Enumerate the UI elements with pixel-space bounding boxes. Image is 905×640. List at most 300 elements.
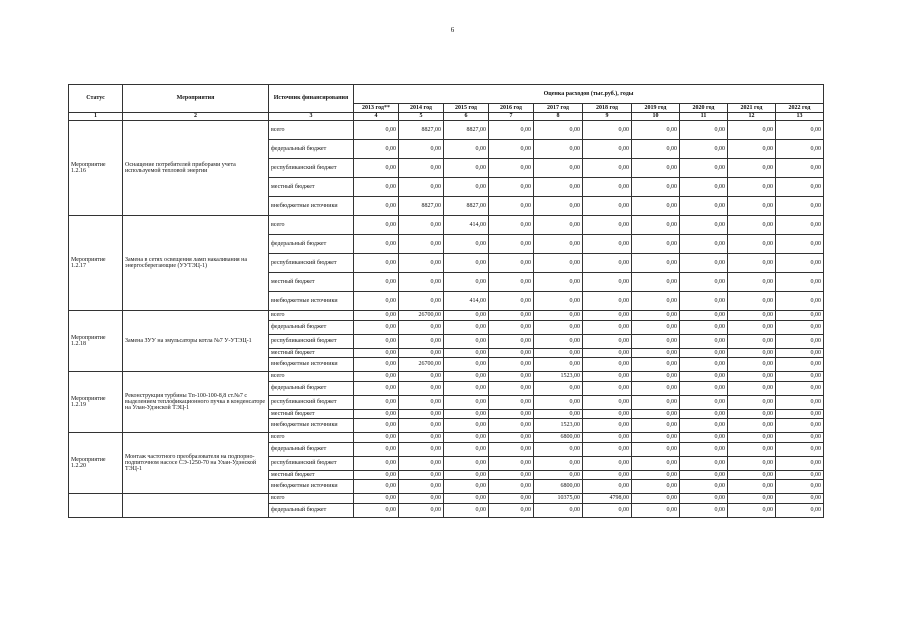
cost-cell: 0,00 [444,159,489,178]
cost-cell: 0,00 [444,140,489,159]
cost-cell: 414,00 [444,216,489,235]
cost-cell: 0,00 [776,480,824,494]
cost-cell: 0,00 [399,381,444,395]
cost-cell: 0,00 [583,235,632,254]
column-numbers-row [69,113,824,121]
column-number: 10 [632,113,680,121]
cost-cell: 0,00 [399,320,444,334]
cost-cell: 0,00 [354,395,399,409]
cost-cell: 0,00 [534,395,583,409]
cost-cell: 0,00 [534,348,583,358]
cost-cell: 0,00 [489,273,534,292]
row-event: Монтаж частотного преобразователя на подпорно-подпиточном насосе СЭ-1250-70 на Улан-Удэнской ТЭЦ-1 [123,433,269,494]
cost-cell: 0,00 [680,409,728,419]
cost-cell: 0,00 [632,470,680,480]
cost-cell: 0,00 [354,409,399,419]
cost-cell: 0,00 [680,159,728,178]
cost-cell: 0,00 [776,235,824,254]
table-header [69,85,824,121]
cost-cell: 0,00 [776,395,824,409]
cost-cell: 0,00 [632,273,680,292]
cost-cell: 0,00 [583,159,632,178]
row-source: внебюджетные источники [269,197,354,216]
cost-cell: 0,00 [680,140,728,159]
cost-cell: 0,00 [776,140,824,159]
cost-cell: 0,00 [354,480,399,494]
cost-cell: 0,00 [444,254,489,273]
cost-cell: 0,00 [354,320,399,334]
cost-cell: 0,00 [680,197,728,216]
cost-cell: 0,00 [354,159,399,178]
cost-cell: 0,00 [534,470,583,480]
cost-cell: 0,00 [776,456,824,470]
cost-cell: 0,00 [583,470,632,480]
cost-cell: 0,00 [583,395,632,409]
table-body [69,121,824,518]
cost-cell: 0,00 [489,159,534,178]
header-year: 2013 год** [354,104,399,113]
cost-cell: 0,00 [680,348,728,358]
cost-cell: 0,00 [399,470,444,480]
cost-cell: 0,00 [680,442,728,456]
cost-cell: 0,00 [728,409,776,419]
header-year: 2021 год [728,104,776,113]
cost-cell: 0,00 [444,409,489,419]
cost-cell: 0,00 [583,292,632,311]
cost-cell: 0,00 [776,121,824,140]
cost-cell: 0,00 [583,197,632,216]
cost-cell: 0,00 [489,456,534,470]
cost-cell: 0,00 [534,334,583,348]
page-number: 6 [450,26,455,34]
cost-cell: 0,00 [680,235,728,254]
row-source: местный бюджет [269,273,354,292]
cost-cell: 0,00 [583,372,632,382]
cost-cell: 0,00 [776,503,824,517]
column-number: 13 [776,113,824,121]
column-number: 5 [399,113,444,121]
cost-cell: 0,00 [444,442,489,456]
row-source: всего [269,433,354,443]
table-row [69,311,824,321]
cost-cell: 0,00 [776,320,824,334]
cost-cell: 0,00 [534,235,583,254]
cost-cell: 0,00 [728,503,776,517]
cost-cell: 0,00 [680,503,728,517]
column-number: 9 [583,113,632,121]
cost-cell: 0,00 [680,334,728,348]
cost-cell: 0,00 [444,480,489,494]
table-row [69,216,824,235]
cost-cell: 0,00 [534,381,583,395]
cost-cell: 0,00 [354,372,399,382]
cost-cell: 0,00 [728,121,776,140]
cost-cell: 0,00 [354,254,399,273]
cost-cell: 0,00 [399,334,444,348]
cost-cell: 0,00 [632,442,680,456]
cost-cell: 0,00 [728,372,776,382]
cost-cell: 0,00 [489,334,534,348]
cost-cell: 0,00 [354,433,399,443]
cost-cell: 0,00 [680,320,728,334]
cost-cell: 0,00 [583,311,632,321]
cost-cell: 0,00 [354,494,399,504]
cost-cell: 0,00 [354,292,399,311]
cost-cell: 4798,00 [583,494,632,504]
header-year: 2020 год [680,104,728,113]
row-event: Реконструкция турбины Тп-100-100-8,8 ст.№7 с выделением теплофикационного пучка в конденсаторе на Улан-Удэнской ТЭЦ-1 [123,372,269,433]
cost-cell: 0,00 [534,216,583,235]
cost-cell: 0,00 [534,197,583,216]
cost-cell: 414,00 [444,292,489,311]
cost-cell: 0,00 [354,121,399,140]
row-source: местный бюджет [269,178,354,197]
header-year: 2018 год [583,104,632,113]
cost-cell: 0,00 [632,381,680,395]
cost-cell: 0,00 [728,320,776,334]
cost-cell: 0,00 [583,348,632,358]
row-status [69,494,123,518]
cost-cell: 0,00 [444,503,489,517]
cost-cell: 0,00 [489,320,534,334]
row-status: Мероприятие 1.2.20 [69,433,123,494]
cost-cell: 0,00 [399,503,444,517]
cost-cell: 0,00 [583,273,632,292]
cost-cell: 0,00 [776,419,824,433]
row-source: республиканский бюджет [269,395,354,409]
cost-cell: 0,00 [583,381,632,395]
cost-cell: 10375,00 [534,494,583,504]
cost-cell: 0,00 [534,442,583,456]
cost-cell: 0,00 [399,292,444,311]
row-status: Мероприятие 1.2.17 [69,216,123,311]
cost-cell: 0,00 [489,381,534,395]
cost-cell: 0,00 [680,433,728,443]
cost-cell: 0,00 [728,470,776,480]
row-event: Замена ЗУУ на эмульсаторы котла №7 У-УТЭЦ-1 [123,311,269,372]
cost-cell: 0,00 [583,358,632,372]
cost-cell: 0,00 [354,381,399,395]
cost-cell: 0,00 [728,254,776,273]
cost-cell: 0,00 [489,311,534,321]
cost-cell: 0,00 [728,311,776,321]
cost-cell: 0,00 [444,494,489,504]
cost-cell: 0,00 [534,159,583,178]
cost-cell: 0,00 [776,358,824,372]
cost-cell: 0,00 [399,235,444,254]
cost-cell: 0,00 [632,254,680,273]
cost-cell: 0,00 [632,358,680,372]
cost-cell: 0,00 [399,456,444,470]
cost-cell: 0,00 [728,358,776,372]
row-source: местный бюджет [269,470,354,480]
row-status: Мероприятие 1.2.18 [69,311,123,372]
cost-cell: 0,00 [444,456,489,470]
cost-cell: 0,00 [489,216,534,235]
row-source: внебюджетные источники [269,419,354,433]
row-event [123,494,269,518]
cost-cell: 0,00 [680,121,728,140]
cost-cell: 0,00 [354,348,399,358]
cost-cell: 0,00 [444,470,489,480]
cost-cell: 0,00 [583,254,632,273]
cost-cell: 0,00 [489,433,534,443]
cost-cell: 0,00 [680,273,728,292]
cost-cell: 0,00 [534,178,583,197]
cost-cell: 0,00 [632,311,680,321]
cost-cell: 0,00 [632,216,680,235]
cost-cell: 0,00 [583,480,632,494]
cost-cell: 0,00 [444,419,489,433]
column-number: 3 [269,113,354,121]
cost-cell: 0,00 [583,140,632,159]
cost-cell: 0,00 [632,409,680,419]
cost-cell: 0,00 [399,494,444,504]
cost-cell: 0,00 [728,178,776,197]
cost-cell: 0,00 [776,273,824,292]
cost-cell: 0,00 [489,140,534,159]
cost-cell: 0,00 [583,178,632,197]
cost-cell: 0,00 [444,311,489,321]
cost-cell: 0,00 [583,456,632,470]
cost-cell: 0,00 [399,409,444,419]
cost-cell: 0,00 [534,503,583,517]
cost-cell: 26700,00 [399,358,444,372]
cost-cell: 0,00 [534,273,583,292]
row-source: всего [269,311,354,321]
cost-cell: 0,00 [354,470,399,480]
cost-cell: 0,00 [632,197,680,216]
cost-cell: 0,00 [399,159,444,178]
cost-cell: 0,00 [680,470,728,480]
cost-cell: 0,00 [728,433,776,443]
cost-cell: 0,00 [776,470,824,480]
cost-cell: 0,00 [354,456,399,470]
header-costs: Оценка расходов (тыс.руб.), годы [354,85,824,104]
cost-cell: 0,00 [583,409,632,419]
cost-cell: 0,00 [776,334,824,348]
cost-cell: 0,00 [728,216,776,235]
cost-cell: 0,00 [534,320,583,334]
header-status: Статус [69,85,123,113]
cost-cell: 0,00 [728,494,776,504]
cost-cell: 0,00 [583,320,632,334]
cost-cell: 0,00 [728,381,776,395]
cost-cell: 0,00 [776,159,824,178]
row-source: республиканский бюджет [269,456,354,470]
row-source: федеральный бюджет [269,381,354,395]
column-number: 11 [680,113,728,121]
table-row [69,494,824,504]
cost-cell: 0,00 [680,372,728,382]
cost-cell: 0,00 [444,320,489,334]
cost-cell: 0,00 [632,334,680,348]
row-source: федеральный бюджет [269,140,354,159]
cost-cell: 0,00 [632,235,680,254]
cost-cell: 0,00 [399,419,444,433]
header-year: 2015 год [444,104,489,113]
cost-cell: 0,00 [489,470,534,480]
cost-cell: 0,00 [776,494,824,504]
row-source: федеральный бюджет [269,320,354,334]
cost-cell: 0,00 [489,409,534,419]
cost-cell: 8827,00 [399,197,444,216]
cost-cell: 0,00 [534,456,583,470]
column-number: 7 [489,113,534,121]
cost-cell: 0,00 [776,216,824,235]
row-source: всего [269,121,354,140]
cost-cell: 0,00 [776,178,824,197]
cost-cell: 0,00 [399,140,444,159]
header-event: Мероприятия [123,85,269,113]
cost-cell: 6800,00 [534,433,583,443]
row-source: федеральный бюджет [269,503,354,517]
budget-table [68,84,824,518]
cost-cell: 0,00 [680,178,728,197]
cost-cell: 0,00 [399,273,444,292]
cost-cell: 0,00 [489,442,534,456]
cost-cell: 0,00 [489,121,534,140]
cost-cell: 0,00 [354,358,399,372]
cost-cell: 0,00 [583,121,632,140]
cost-cell: 0,00 [680,480,728,494]
cost-cell: 0,00 [728,197,776,216]
cost-cell: 0,00 [489,395,534,409]
cost-cell: 0,00 [632,121,680,140]
table-row [69,121,824,140]
cost-cell: 0,00 [632,494,680,504]
cost-cell: 8827,00 [399,121,444,140]
row-source: федеральный бюджет [269,442,354,456]
cost-cell: 6800,00 [534,480,583,494]
column-number: 8 [534,113,583,121]
cost-cell: 0,00 [728,334,776,348]
cost-cell: 0,00 [399,395,444,409]
column-number: 2 [123,113,269,121]
cost-cell: 0,00 [680,381,728,395]
cost-cell: 0,00 [776,409,824,419]
cost-cell: 0,00 [728,292,776,311]
cost-cell: 0,00 [632,372,680,382]
cost-cell: 0,00 [776,381,824,395]
cost-cell: 0,00 [632,320,680,334]
cost-cell: 0,00 [728,159,776,178]
header-year: 2016 год [489,104,534,113]
cost-cell: 0,00 [583,419,632,433]
cost-cell: 0,00 [632,348,680,358]
cost-cell: 0,00 [399,480,444,494]
cost-cell: 0,00 [728,480,776,494]
cost-cell: 0,00 [489,503,534,517]
row-source: внебюджетные источники [269,480,354,494]
cost-cell: 0,00 [776,254,824,273]
cost-cell: 0,00 [489,197,534,216]
cost-cell: 0,00 [534,311,583,321]
cost-cell: 0,00 [534,409,583,419]
cost-cell: 0,00 [728,273,776,292]
row-event: Замена в сетях освещения ламп накаливания на энергосберегающие (УУТЭЦ-1) [123,216,269,311]
cost-cell: 0,00 [444,381,489,395]
header-year: 2022 год [776,104,824,113]
row-status: Мероприятие 1.2.19 [69,372,123,433]
row-source: всего [269,494,354,504]
cost-cell: 0,00 [399,372,444,382]
row-source: местный бюджет [269,348,354,358]
cost-cell: 0,00 [489,235,534,254]
cost-cell: 0,00 [632,480,680,494]
cost-cell: 0,00 [776,433,824,443]
column-number: 6 [444,113,489,121]
cost-cell: 0,00 [632,140,680,159]
cost-cell: 0,00 [680,292,728,311]
cost-cell: 0,00 [776,292,824,311]
cost-cell: 0,00 [354,419,399,433]
cost-cell: 0,00 [728,235,776,254]
cost-cell: 0,00 [399,348,444,358]
row-status: Мероприятие 1.2.16 [69,121,123,216]
cost-cell: 0,00 [354,311,399,321]
row-source: всего [269,372,354,382]
row-source: федеральный бюджет [269,235,354,254]
cost-cell: 0,00 [534,121,583,140]
cost-cell: 0,00 [399,254,444,273]
cost-cell: 0,00 [399,216,444,235]
table-row [69,372,824,382]
cost-cell: 1523,00 [534,372,583,382]
cost-cell: 0,00 [583,334,632,348]
header-year: 2017 год [534,104,583,113]
cost-cell: 0,00 [489,372,534,382]
cost-cell: 0,00 [354,216,399,235]
cost-cell: 0,00 [776,442,824,456]
cost-cell: 0,00 [444,334,489,348]
header-source: Источник финансирования [269,85,354,113]
cost-cell: 1523,00 [534,419,583,433]
column-number: 1 [69,113,123,121]
cost-cell: 0,00 [632,456,680,470]
cost-cell: 0,00 [632,159,680,178]
cost-cell: 0,00 [534,292,583,311]
cost-cell: 0,00 [489,419,534,433]
table-row [69,433,824,443]
cost-cell: 0,00 [680,358,728,372]
cost-cell: 0,00 [354,442,399,456]
cost-cell: 8827,00 [444,197,489,216]
cost-cell: 0,00 [680,254,728,273]
cost-cell: 0,00 [489,358,534,372]
row-source: республиканский бюджет [269,254,354,273]
row-source: внебюджетные источники [269,292,354,311]
row-event: Оснащение потребителей приборами учета используемой тепловой энергии [123,121,269,216]
cost-cell: 0,00 [444,273,489,292]
cost-cell: 0,00 [632,419,680,433]
cost-cell: 0,00 [728,456,776,470]
cost-cell: 0,00 [444,348,489,358]
cost-cell: 0,00 [444,372,489,382]
row-source: местный бюджет [269,409,354,419]
cost-cell: 8827,00 [444,121,489,140]
cost-cell: 0,00 [399,442,444,456]
cost-cell: 0,00 [444,178,489,197]
cost-cell: 0,00 [632,503,680,517]
header-year: 2014 год [399,104,444,113]
cost-cell: 0,00 [444,358,489,372]
cost-cell: 0,00 [489,494,534,504]
row-source: всего [269,216,354,235]
cost-cell: 0,00 [583,216,632,235]
cost-cell: 0,00 [680,456,728,470]
cost-cell: 0,00 [728,140,776,159]
